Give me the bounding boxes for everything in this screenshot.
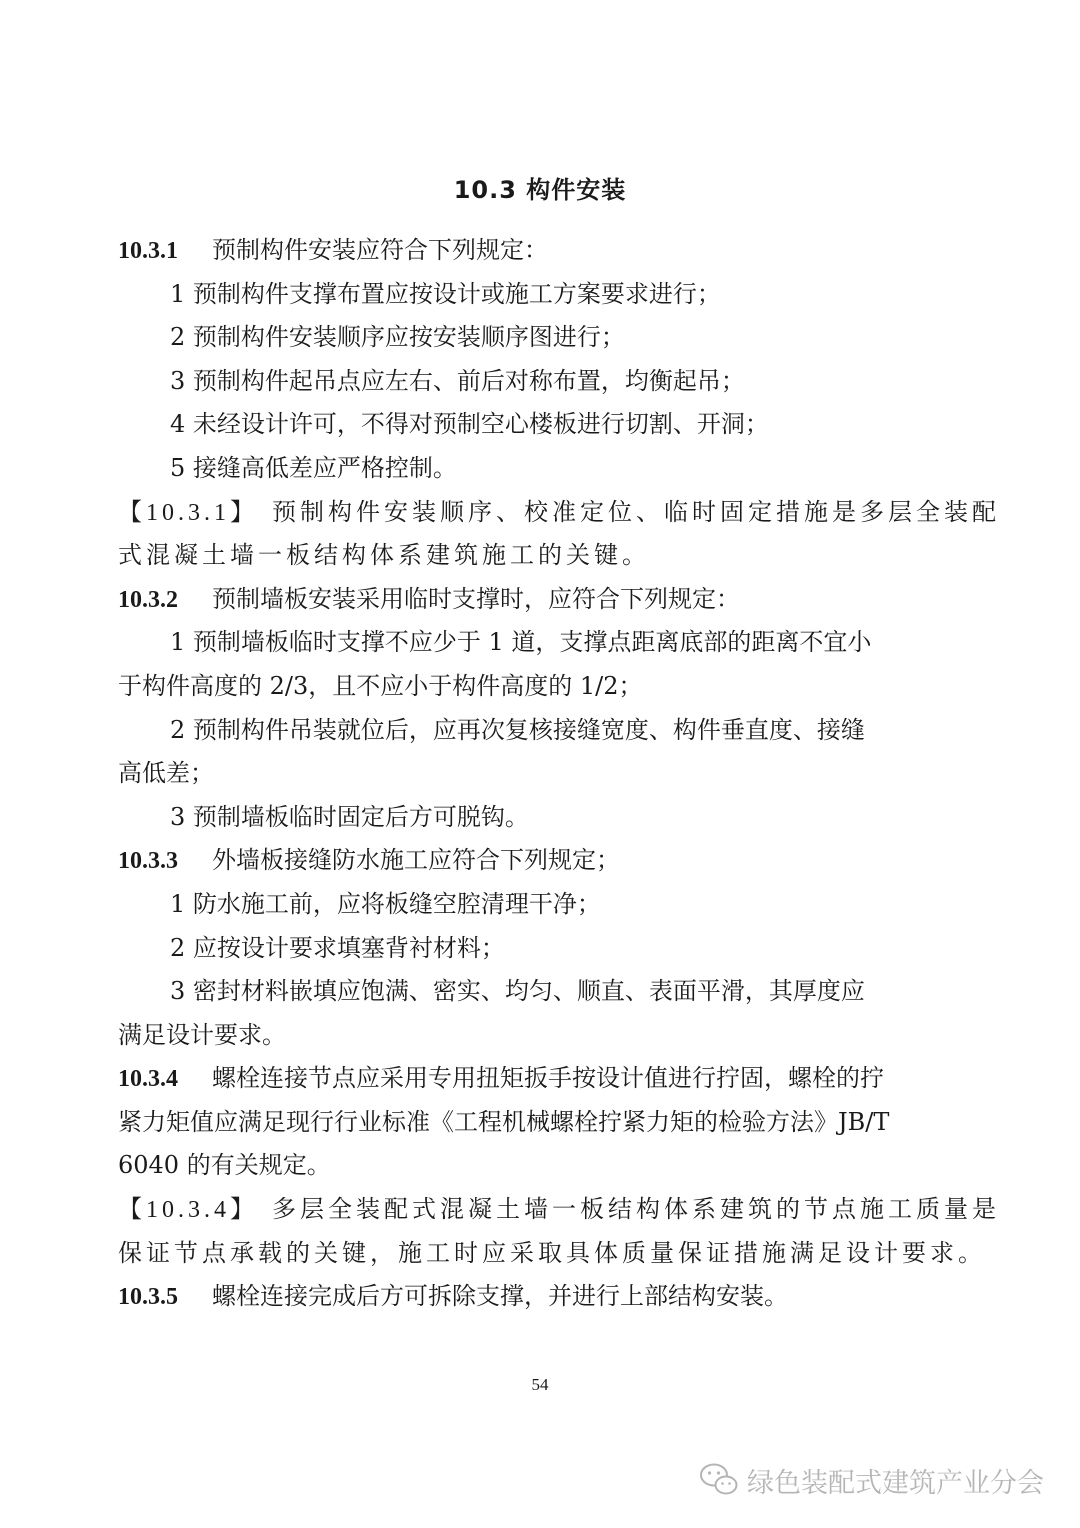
clause-10-3-4 bbox=[118, 1057, 966, 1101]
wechat-icon bbox=[699, 1462, 739, 1498]
clause-text: 预制构件安装应符合下列规定： bbox=[212, 236, 548, 264]
list-item: 3 预制墙板临时固定后方可脱钩。 bbox=[170, 802, 529, 831]
commentary-10-3-4 bbox=[118, 1188, 1000, 1232]
list-item-continuation: 满足设计要求。 bbox=[118, 1020, 286, 1049]
list-item-continuation: 于构件高度的 2/3，且不应小于构件高度的 1/2； bbox=[118, 671, 643, 700]
list-item: 2 应按设计要求填塞背衬材料； bbox=[170, 933, 505, 962]
section-title: 10.3 构件安装 bbox=[453, 176, 627, 204]
commentary-text: 多层全装配式混凝土墙一板结构体系建筑的节点施工质量是 bbox=[272, 1195, 1000, 1224]
list-item: 5 接缝高低差应严格控制。 bbox=[170, 453, 457, 482]
watermark-text: 绿色装配式建筑产业分会 bbox=[747, 1467, 1044, 1499]
list-item: 3 预制构件起吊点应左右、前后对称布置，均衡起吊； bbox=[170, 366, 745, 395]
page-number: 54 bbox=[531, 1375, 549, 1394]
document-body bbox=[118, 229, 1000, 1319]
commentary-text: 保证节点承载的关键，施工时应采取具体质量保证措施满足设计要求。 bbox=[118, 1238, 986, 1267]
clause-10-3-1 bbox=[118, 229, 966, 273]
clause-10-3-3 bbox=[118, 839, 966, 883]
clause-continuation: 6040 的有关规定。 bbox=[118, 1151, 331, 1180]
commentary-text: 预制构件安装顺序、校准定位、临时固定措施是多层全装配 bbox=[272, 497, 1000, 526]
clause-number: 10.3.5 bbox=[118, 1284, 178, 1311]
commentary-ref: 【10.3.1】 bbox=[118, 499, 258, 526]
clause-text: 螺栓连接节点应采用专用扭矩扳手按设计值进行拧固，螺栓的拧 bbox=[212, 1064, 884, 1093]
list-item: 2 预制构件吊装就位后，应再次复核接缝宽度、构件垂直度、接缝 bbox=[170, 715, 865, 744]
list-item: 1 预制构件支撑布置应按设计或施工方案要求进行； bbox=[170, 279, 721, 308]
clause-text: 外墙板接缝防水施工应符合下列规定； bbox=[212, 846, 620, 875]
watermark bbox=[699, 1458, 1044, 1502]
list-item: 1 防水施工前，应将板缝空腔清理干净； bbox=[170, 889, 601, 918]
clause-10-3-2 bbox=[118, 578, 966, 622]
list-item: 3 密封材料嵌填应饱满、密实、均匀、顺直、表面平滑，其厚度应 bbox=[170, 977, 865, 1006]
clause-number: 10.3.2 bbox=[118, 586, 178, 613]
list-item: 1 预制墙板临时支撑不应少于 1 道，支撑点距离底部的距离不宜小 bbox=[170, 628, 872, 657]
clause-text: 预制墙板安装采用临时支撑时，应符合下列规定： bbox=[212, 584, 740, 613]
clause-number: 10.3.3 bbox=[118, 848, 178, 875]
clause-number: 10.3.1 bbox=[118, 238, 178, 264]
commentary-text: 式混凝土墙一板结构体系建筑施工的关键。 bbox=[118, 541, 650, 570]
commentary-10-3-1 bbox=[118, 491, 1000, 535]
clause-10-3-5 bbox=[118, 1275, 966, 1319]
list-item-continuation: 高低差； bbox=[118, 759, 214, 788]
list-item: 4 未经设计许可，不得对预制空心楼板进行切割、开洞； bbox=[170, 410, 769, 439]
commentary-ref: 【10.3.4】 bbox=[118, 1197, 258, 1224]
clause-continuation: 紧力矩值应满足现行行业标准《工程机械螺栓拧紧力矩的检验方法》JB/T bbox=[118, 1107, 890, 1136]
clause-number: 10.3.4 bbox=[118, 1066, 178, 1093]
clause-text: 螺栓连接完成后方可拆除支撑，并进行上部结构安装。 bbox=[212, 1282, 788, 1311]
list-item: 2 预制构件安装顺序应按安装顺序图进行； bbox=[170, 323, 625, 352]
